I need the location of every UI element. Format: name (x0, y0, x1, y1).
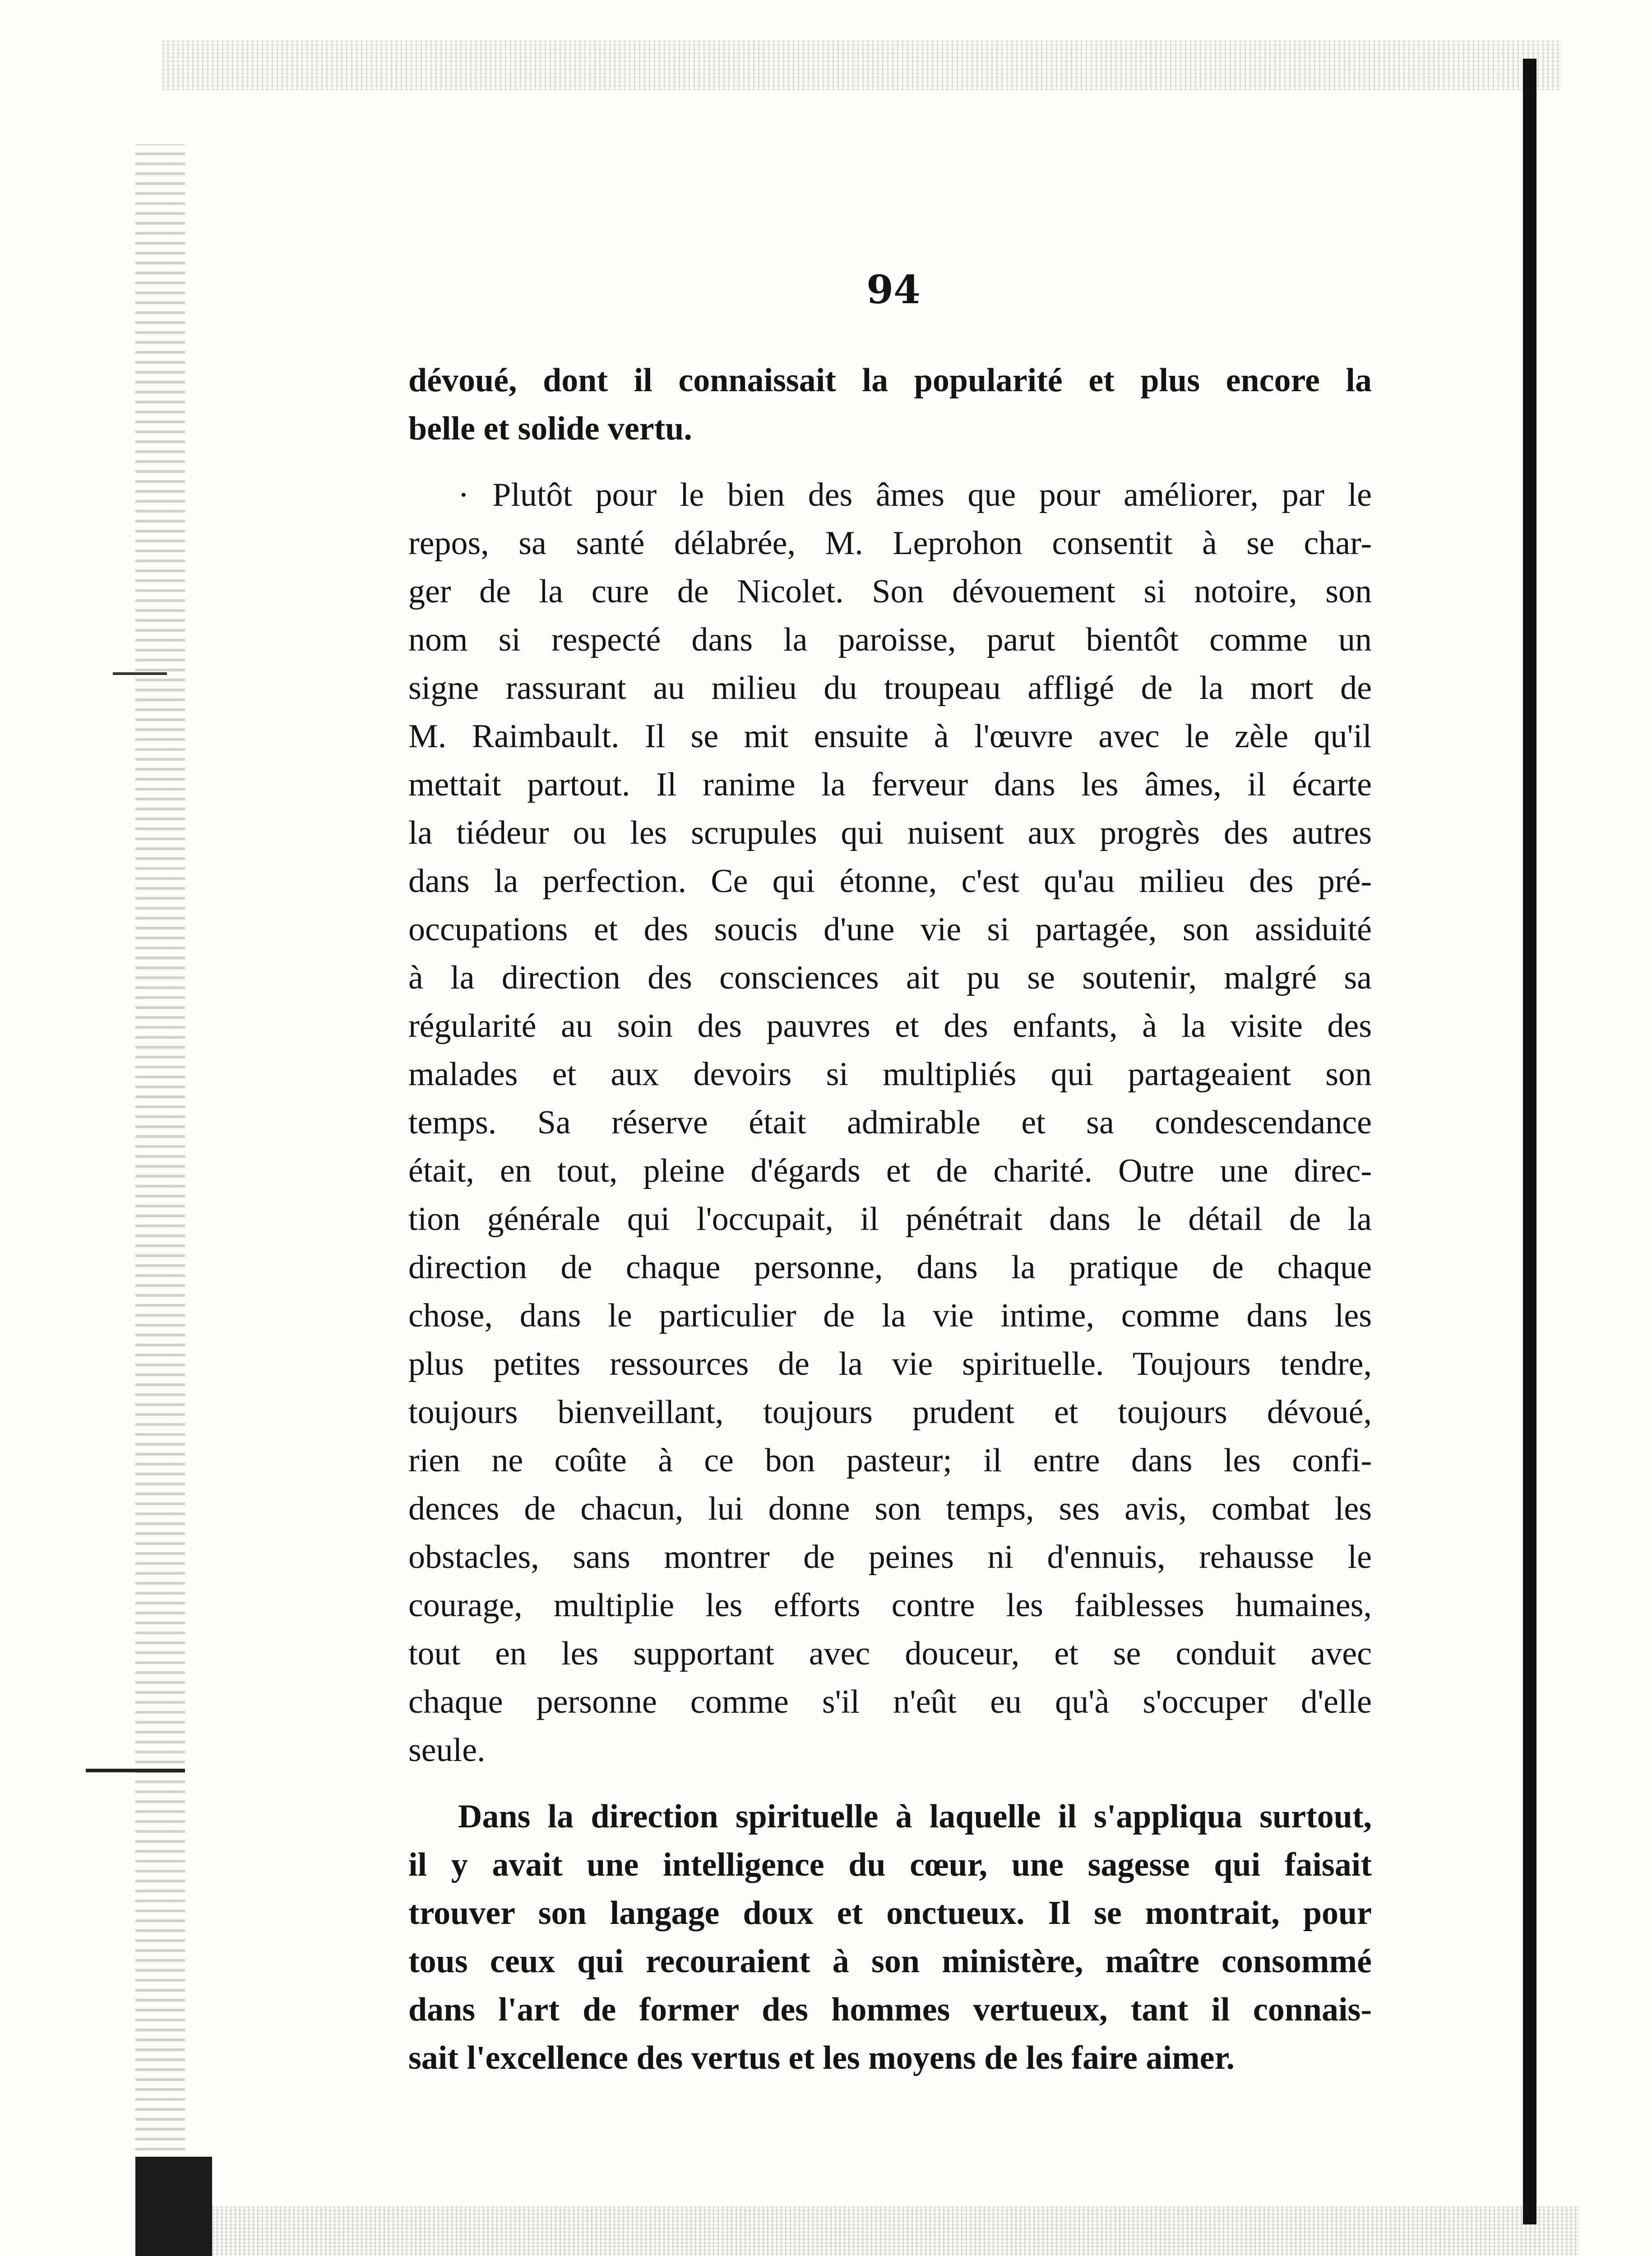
text-line: malades et aux devoirs si multipliés qui partageaient son (408, 1056, 1372, 1093)
scan-mark-line (113, 672, 167, 675)
text-line: à la direction des consciences ait pu se soutenir, malgré sa (408, 959, 1372, 996)
binding-edge-dark-block (135, 2157, 212, 2256)
text-line: courage, multiplie les efforts contre les faiblesses humaines, (408, 1587, 1372, 1624)
text-line: chose, dans le particulier de la vie intime, comme dans les (408, 1297, 1372, 1334)
text-line: dences de chacun, lui donne son temps, ses avis, combat les (408, 1490, 1372, 1527)
text-line: régularité au soin des pauvres et des enfants, à la visite des (408, 1008, 1372, 1045)
text-line: mettait partout. Il ranime la ferveur dans les âmes, il écarte (408, 766, 1372, 803)
page-number: 94 (866, 267, 921, 313)
text-line: sait l'excellence des vertus et les moyens de les faire aimer. (408, 2039, 1235, 2076)
body-text (408, 356, 1372, 2082)
text-line: était, en tout, pleine d'égards et de charité. Outre une direc- (408, 1152, 1372, 1189)
page-edge-right (1523, 59, 1536, 2224)
text-line: M. Raimbault. Il se mit ensuite à l'œuvre avec le zèle qu'il (408, 718, 1372, 755)
text-line: toujours bienveillant, toujours prudent et toujours dévoué, (408, 1394, 1372, 1431)
text-line: dévoué, dont il connaissait la popularité et plus encore la (408, 362, 1372, 399)
text-line: tion générale qui l'occupait, il pénétrait dans le détail de la (408, 1201, 1372, 1238)
binding-edge-left (135, 144, 185, 2220)
text-line: signe rassurant au milieu du troupeau affligé de la mort de (408, 670, 1372, 707)
text-line: Dans la direction spirituelle à laquelle il s'appliqua surtout, (458, 1798, 1372, 1835)
text-line: chaque personne comme s'il n'eût eu qu'à s'occuper d'elle (408, 1683, 1372, 1720)
text-line: obstacles, sans montrer de peines ni d'ennuis, rehausse le (408, 1539, 1372, 1576)
text-line: seule. (408, 1732, 486, 1769)
text-line: tous ceux qui recouraient à son ministère, maître consommé (408, 1943, 1372, 1980)
scan-noise-top (162, 41, 1561, 90)
text-line: · Plutôt pour le bien des âmes que pour améliorer, par le (458, 476, 1372, 513)
text-line: trouver son langage doux et onctueux. Il se montrait, pour (408, 1895, 1372, 1932)
text-line: dans l'art de former des hommes vertueux, tant il connais- (408, 1991, 1372, 2028)
text-line: belle et solide vertu. (408, 410, 692, 447)
text-line: temps. Sa réserve était admirable et sa condescendance (408, 1104, 1372, 1141)
text-line: direction de chaque personne, dans la pratique de chaque (408, 1249, 1372, 1286)
scan-noise-bottom (190, 2206, 1579, 2256)
text-line: dans la perfection. Ce qui étonne, c'est qu'au milieu des pré- (408, 863, 1372, 900)
text-line: ger de la cure de Nicolet. Son dévouement si notoire, son (408, 573, 1372, 610)
text-line: la tiédeur ou les scrupules qui nuisent aux progrès des autres (408, 814, 1372, 851)
text-line: occupations et des soucis d'une vie si partagée, son assiduité (408, 911, 1372, 948)
text-line: repos, sa santé délabrée, M. Leprohon consentit à se char- (408, 525, 1372, 562)
text-line: il y avait une intelligence du cœur, une sagesse qui faisait (408, 1846, 1372, 1883)
text-line: plus petites ressources de la vie spirituelle. Toujours tendre, (408, 1345, 1372, 1382)
text-line: nom si respecté dans la paroisse, parut bientôt comme un (408, 621, 1372, 658)
text-line: tout en les supportant avec douceur, et se conduit avec (408, 1635, 1372, 1672)
scan-mark-line (86, 1769, 185, 1772)
text-line: rien ne coûte à ce bon pasteur; il entre dans les confi- (408, 1442, 1372, 1479)
